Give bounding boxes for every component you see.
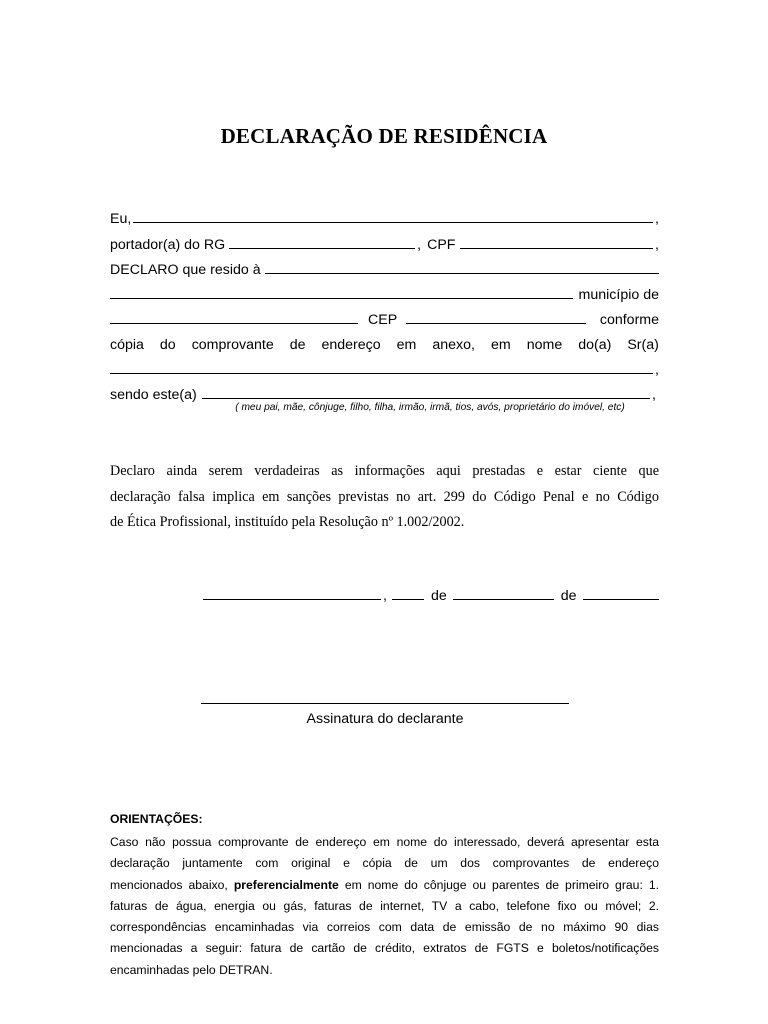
rg-field[interactable]: [229, 235, 415, 249]
relation-field[interactable]: [202, 385, 650, 399]
text: mencionados abaixo,: [110, 877, 234, 892]
cep-field[interactable]: [406, 310, 586, 324]
municipio-label: município de: [578, 287, 659, 303]
comma: ,: [655, 237, 659, 253]
address-line: [110, 260, 659, 280]
de-label: de: [430, 588, 447, 604]
cpf-label: CPF: [427, 237, 456, 253]
word: endereço: [321, 337, 381, 353]
address-field-2[interactable]: [110, 285, 573, 299]
word: de: [289, 337, 306, 353]
word: em: [396, 337, 417, 353]
day-field[interactable]: [392, 586, 424, 600]
word: em: [491, 337, 511, 353]
owner-name-field[interactable]: [110, 360, 653, 374]
document-title: DECLARAÇÃO DE RESIDÊNCIA: [220, 124, 548, 148]
orientations-line: declaração juntamente com original e cópia de um dos comprovantes de endereço: [110, 856, 659, 871]
name-field[interactable]: [133, 209, 653, 223]
orientations-title: ORIENTAÇÕES:: [110, 812, 203, 826]
orientations-line: mencionadas a seguir: fatura de cartão de crédito, extratos de FGTS e boletos/notificações: [110, 941, 659, 956]
comma: ,: [417, 237, 422, 253]
place-date-line: [203, 586, 659, 606]
paragraph-line: declaração falsa implica em sanções previstas no art. 299 do Código Penal e no Código: [110, 488, 659, 505]
orientations-line: [110, 875, 659, 896]
cpf-field[interactable]: [460, 235, 653, 249]
paragraph-line: de Ética Profissional, instituído pela Resolução nº 1.002/2002.: [110, 514, 465, 530]
conforme-label: conforme: [599, 312, 659, 328]
orientations-line: correspondências encaminhadas via correios com data de emissão de no máximo 90 dias: [110, 920, 659, 935]
paragraph-line: Declaro ainda serem verdadeiras as informações aqui prestadas e estar ciente que: [110, 463, 659, 479]
rg-cpf-line: [110, 235, 659, 255]
declaration-paragraph: [110, 459, 659, 536]
relation-hint: ( meu pai, mãe, cônjuge, filho, filha, irmão, irmã, tios, avós, proprietário do imóvel, etc): [235, 402, 625, 413]
signature-line[interactable]: [201, 703, 569, 704]
text: em nome do cônjuge ou parentes de primeiro grau: 1.: [338, 877, 659, 892]
word: do(a): [578, 337, 612, 353]
address-field[interactable]: [265, 260, 659, 274]
month-field[interactable]: [453, 586, 554, 600]
comma: ,: [652, 387, 656, 403]
address-continuation-line: [110, 285, 659, 305]
eu-label: Eu,: [110, 211, 132, 227]
word: anexo,: [432, 337, 475, 353]
rg-label: portador(a) do RG: [110, 237, 226, 253]
city-cep-line: [110, 310, 659, 330]
cep-label: CEP: [368, 312, 398, 328]
city-field[interactable]: [110, 310, 358, 324]
word: nome: [526, 337, 563, 353]
emphasis-text: preferencialmente: [233, 877, 339, 892]
orientations-line: faturas de água, energia ou gás, faturas de internet, TV a cabo, telefone fixo ou móvel; 2.: [110, 898, 659, 913]
copy-line: [110, 335, 659, 355]
comma: ,: [383, 588, 387, 604]
name-line: [110, 209, 659, 229]
orientations-line: Caso não possua comprovante de endereço em nome do interessado, deverá apresentar esta: [110, 835, 659, 849]
word: cópia: [110, 337, 144, 353]
place-field[interactable]: [203, 586, 381, 600]
year-field[interactable]: [583, 586, 659, 600]
orientations-line: encaminhadas pelo DETRAN.: [110, 962, 273, 977]
sendo-label: sendo este(a): [110, 387, 197, 403]
word: do: [159, 337, 176, 353]
declaro-label: DECLARO que resido à: [110, 262, 261, 278]
word: comprovante: [191, 337, 274, 353]
comma: ,: [655, 362, 659, 378]
de-label: de: [560, 588, 577, 604]
word: Sr(a): [627, 337, 659, 353]
signature-label: Assinatura do declarante: [306, 711, 464, 727]
orientations-text: [110, 832, 659, 981]
owner-name-line: [110, 360, 659, 380]
comma: ,: [655, 211, 659, 227]
